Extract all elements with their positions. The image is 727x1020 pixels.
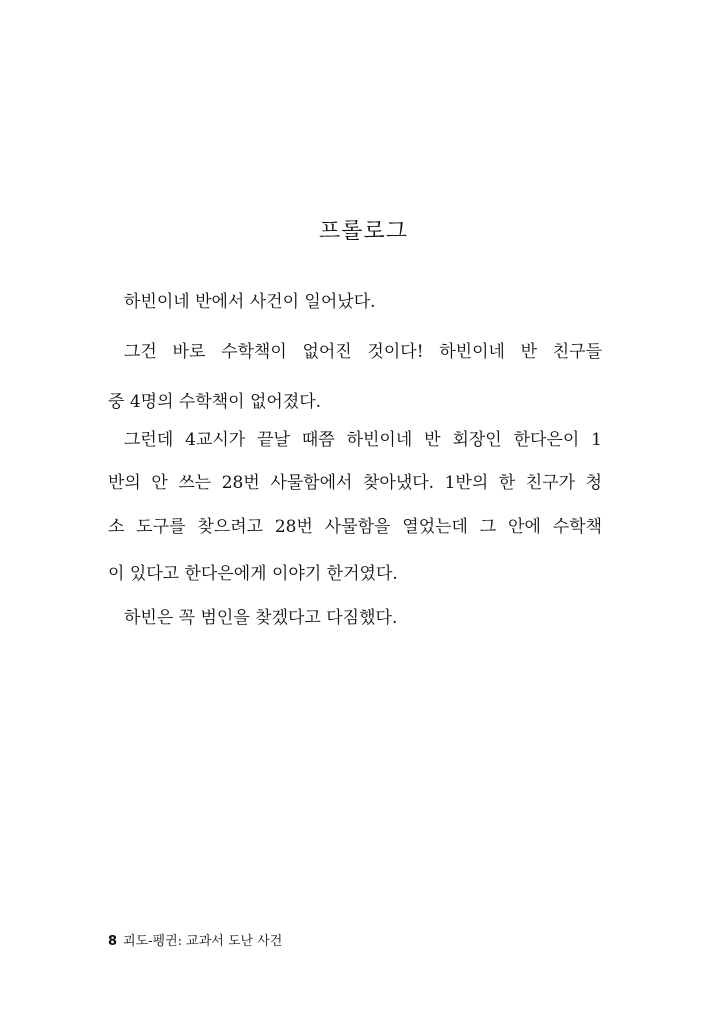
body-line-1: 하빈이네 반에서 사건이 일어났다. <box>124 292 376 312</box>
body-line-4: 그런데 4교시가 끝날 때쯤 하빈이네 반 회장인 한다은이 1 <box>124 430 602 450</box>
book-title: 괴도-펭귄: 교과서 도난 사건 <box>123 934 283 949</box>
body-line-7: 이 있다고 한다은에게 이야기 한거였다. <box>108 564 398 584</box>
page-number: 8 <box>108 934 118 949</box>
body-line-2: 그건 바로 수학책이 없어진 것이다! 하빈이네 반 친구들 <box>124 342 602 362</box>
body-line-5: 반의 안 쓰는 28번 사물함에서 찾아냈다. 1반의 한 친구가 청 <box>108 473 602 493</box>
page-footer <box>108 932 282 952</box>
body-line-6: 소 도구를 찾으려고 28번 사물함을 열었는데 그 안에 수학책 <box>108 517 602 537</box>
page-title: 프롤로그 <box>318 219 408 244</box>
body-line-8: 하빈은 꼭 범인을 찾겠다고 다짐했다. <box>124 608 398 628</box>
body-line-3: 중 4명의 수학책이 없어졌다. <box>108 392 322 412</box>
